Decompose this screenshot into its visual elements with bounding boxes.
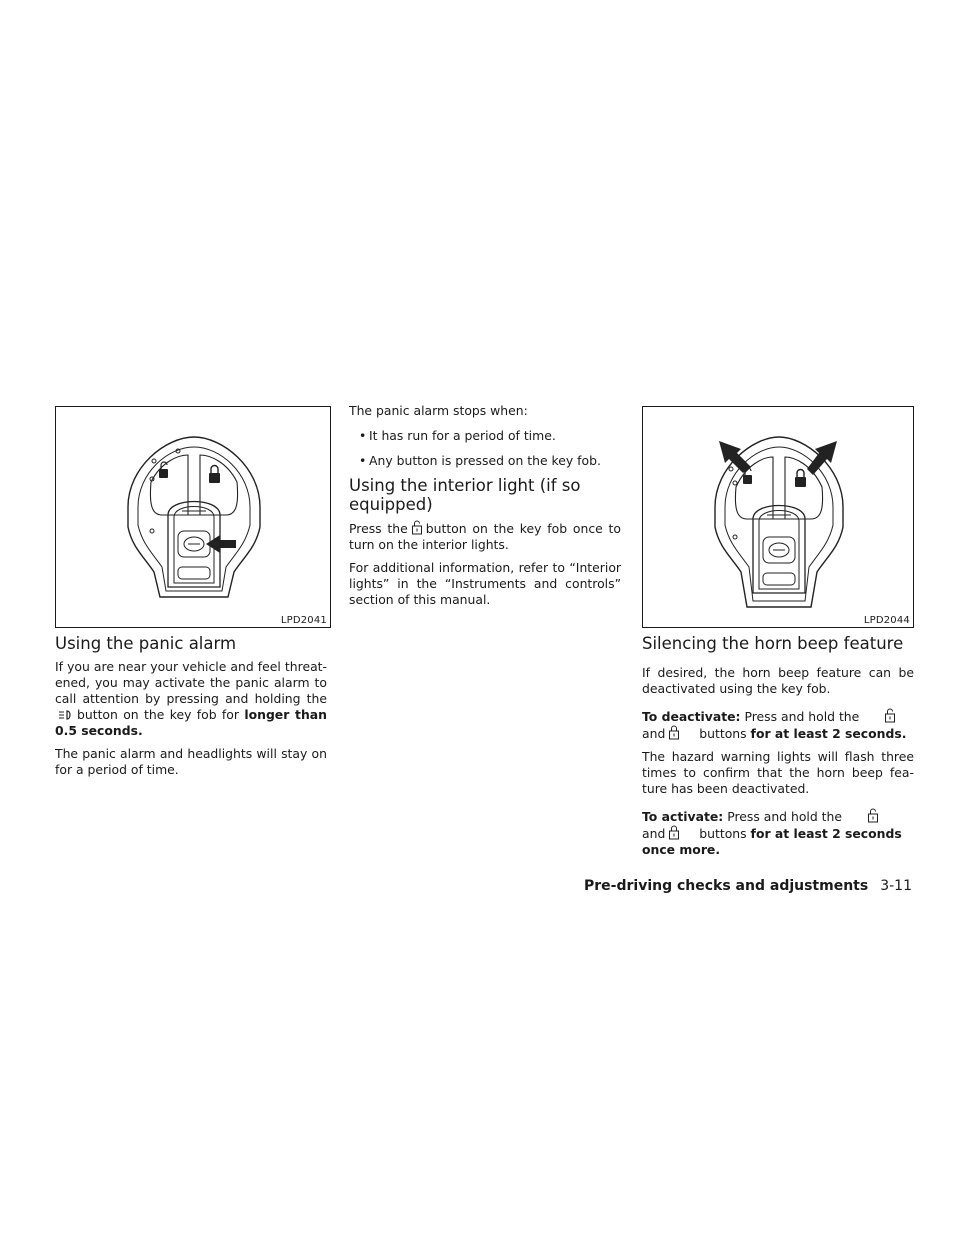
emphasis: longer than 0.5 seconds. [55, 707, 327, 738]
key-fob-panic-icon [56, 407, 332, 629]
emphasis: for at least 2 seconds once more. [642, 826, 902, 857]
text: and [642, 726, 666, 741]
text: Press and hold the [744, 709, 860, 724]
paragraph-horn-intro: If desired, the horn beep feature can be deactivated using the key fob. [642, 665, 914, 696]
column-horn-beep [642, 634, 914, 865]
page-number: 3-11 [880, 878, 912, 894]
heading-interior-light: Using the interior light (if so equipped) [349, 476, 581, 514]
panic-headlight-icon [58, 709, 74, 721]
text: Press and hold the [727, 809, 843, 824]
text: buttons [699, 726, 747, 741]
lock-icon [668, 725, 680, 740]
panic-stops-intro: The panic alarm stops when: [349, 403, 528, 418]
figure-code: LPD2044 [863, 615, 910, 626]
paragraph-activate [642, 808, 914, 858]
text: buttons [699, 826, 747, 841]
paragraph-hazard-confirm: The hazard warning lights will flash three times to confirm that the horn beep fea-ture has been deactivated. [642, 749, 914, 796]
text: and [642, 826, 666, 841]
column-interior-light [349, 403, 621, 615]
text: Press the [349, 521, 408, 536]
key-fob-lock-unlock-icon [643, 407, 915, 629]
paragraph-interior-light [349, 520, 621, 553]
unlock-icon [867, 808, 879, 823]
label: To activate: [642, 809, 724, 824]
paragraph-interior-reference: For additional information, refer to “Interior lights” in the “Instruments and controls” section of this manual. [349, 560, 621, 607]
paragraph-deactivate [642, 708, 914, 742]
text: button on the key fob once to turn on the interior lights. [349, 521, 621, 552]
list-item: • Any button is pressed on the key fob. [349, 453, 621, 469]
text: button on the key fob for [77, 707, 239, 722]
paragraph-panic-duration: The panic alarm and headlights will stay on for a period of time. [55, 746, 327, 777]
paragraph-panic-activate [55, 659, 327, 739]
unlock-icon [411, 520, 423, 535]
page-footer [584, 878, 912, 894]
lock-icon [668, 825, 680, 840]
figure-panic-key-fob [55, 406, 331, 628]
panic-stops-list [349, 428, 621, 469]
figure-horn-key-fob [642, 406, 914, 628]
heading-horn-beep: Silencing the horn beep feature [642, 634, 904, 653]
label: To deactivate: [642, 709, 741, 724]
column-panic-alarm [55, 634, 327, 785]
figure-code: LPD2041 [280, 615, 327, 626]
footer-section-title: Pre-driving checks and adjustments [584, 878, 869, 894]
emphasis: for at least 2 seconds. [750, 726, 907, 741]
text: If you are near your vehicle and feel threat-ened, you may activate the panic alarm to call attention by pressing and holding the [55, 659, 327, 706]
heading-panic-alarm: Using the panic alarm [55, 634, 237, 653]
unlock-icon [884, 708, 896, 723]
list-item: • It has run for a period of time. [349, 428, 621, 444]
